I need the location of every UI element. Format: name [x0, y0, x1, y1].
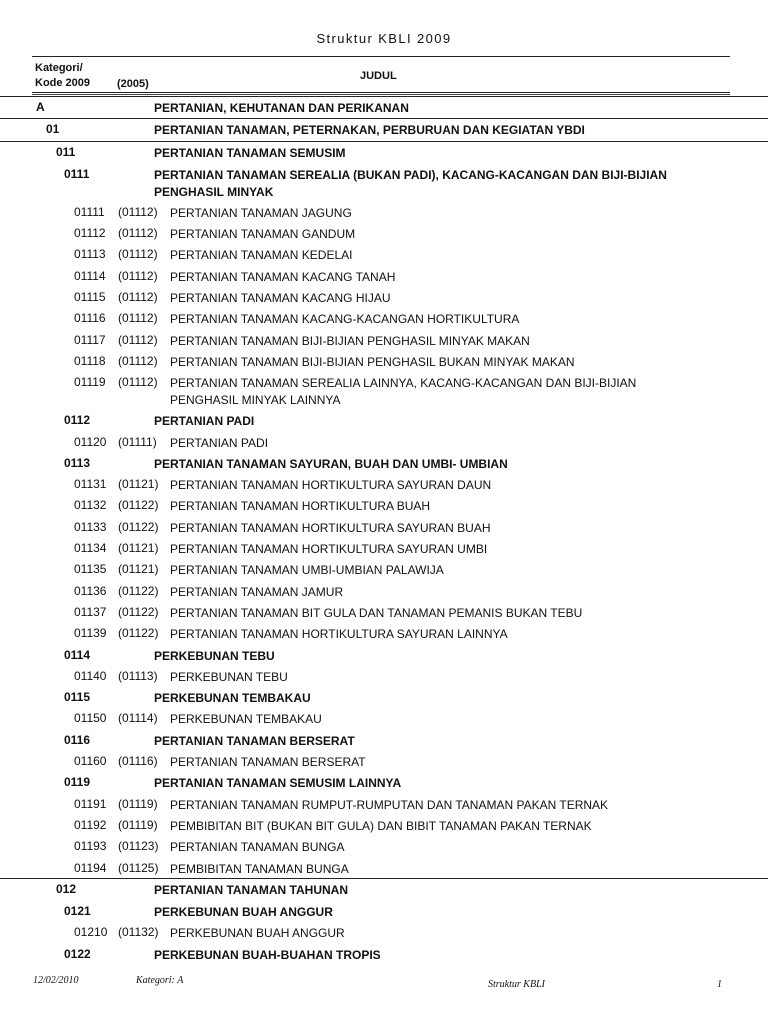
row-code: 01160	[74, 754, 107, 769]
row-code-2005: (01116)	[118, 754, 158, 769]
column-header-kategori-line2: Kode 2009	[35, 77, 91, 89]
table-row-kelompok	[0, 494, 768, 515]
table-row-kelompok	[0, 814, 768, 835]
row-code-2005: (01112)	[118, 268, 158, 283]
row-code-2005: (01114)	[118, 711, 158, 726]
row-code: 01117	[74, 332, 106, 347]
table-row-kelompok	[0, 307, 768, 328]
row-title: PERTANIAN TANAMAN SEMUSIM LAINNYA	[154, 776, 402, 791]
table-row-kelompok	[0, 580, 768, 601]
row-code-2005: (01112)	[118, 290, 158, 305]
row-title: PERTANIAN TANAMAN BIT GULA DAN TANAMAN PEMANIS BUKAN TEBU	[170, 605, 583, 620]
row-code: 0113	[64, 455, 91, 470]
row-title: PERTANIAN TANAMAN BUNGA	[170, 840, 345, 855]
row-code: 01137	[74, 604, 107, 619]
row-title: PERKEBUNAN BUAH ANGGUR	[170, 926, 345, 941]
row-code: 01111	[74, 204, 105, 219]
table-row-sub-golongan	[0, 163, 768, 201]
table-row-kelompok	[0, 371, 768, 409]
row-title: PERTANIAN TANAMAN RUMPUT-RUMPUTAN DAN TANAMAN PAKAN TERNAK	[170, 797, 609, 812]
row-title: PERTANIAN TANAMAN BIJI-BIJIAN PENGHASIL MINYAK MAKAN	[170, 333, 530, 348]
row-code-2005: (01112)	[118, 247, 158, 262]
row-title: PERTANIAN TANAMAN HORTIKULTURA BUAH	[170, 499, 431, 514]
header-bottom-rule	[32, 92, 730, 93]
row-title: PERTANIAN PADI	[170, 435, 269, 450]
row-title: PERTANIAN TANAMAN JAGUNG	[170, 205, 352, 220]
footer-kategori: Kategori: A	[136, 975, 184, 986]
row-code: 01113	[74, 247, 106, 262]
row-title: PERTANIAN TANAMAN GANDUM	[170, 227, 356, 242]
column-header-2005: (2005)	[117, 78, 149, 90]
row-code-2005: (01112)	[118, 353, 158, 368]
table-row-kelompok	[0, 750, 768, 771]
row-code: 01133	[74, 519, 107, 534]
row-code: 01134	[74, 541, 107, 556]
table-row-sub-golongan	[0, 452, 768, 473]
row-title: PERTANIAN TANAMAN UMBI-UMBIAN PALAWIJA	[170, 563, 444, 578]
row-code-2005: (01112)	[118, 375, 158, 390]
table-row-kelompok	[0, 431, 768, 452]
row-title: PERTANIAN PADI	[154, 414, 255, 429]
row-title: PERTANIAN TANAMAN BERSERAT	[154, 733, 355, 748]
row-title: PERTANIAN TANAMAN KACANG-KACANGAN HORTIKULTURA	[170, 312, 520, 327]
row-title: PERKEBUNAN BUAH ANGGUR	[154, 905, 333, 920]
row-code: 01114	[74, 268, 106, 283]
row-title: PERTANIAN TANAMAN KEDELAI	[170, 248, 353, 263]
table-row-golongan	[0, 878, 768, 900]
row-code: 01112	[74, 226, 106, 241]
row-code: 01136	[74, 583, 107, 598]
row-code: 0115	[64, 690, 91, 705]
row-title: PERTANIAN TANAMAN, PETERNAKAN, PERBURUAN DAN KEGIATAN YBDI	[154, 123, 585, 138]
row-code-2005: (01113)	[118, 668, 158, 683]
row-code: 01150	[74, 711, 107, 726]
row-code-2005: (01132)	[118, 925, 159, 940]
table-row-kelompok	[0, 265, 768, 286]
row-title: PERTANIAN TANAMAN BIJI-BIJIAN PENGHASIL BUKAN MINYAK MAKAN	[170, 354, 575, 369]
table-row-kelompok	[0, 558, 768, 579]
table-row-kelompok	[0, 350, 768, 371]
table-row-golongan	[0, 141, 768, 163]
row-title: PERTANIAN TANAMAN TAHUNAN	[154, 882, 348, 897]
row-title: PERKEBUNAN TEMBAKAU	[154, 691, 311, 706]
row-code-2005: (01121)	[118, 562, 159, 577]
row-code: 0114	[64, 647, 91, 662]
header-top-rule	[32, 56, 730, 57]
row-title: PERTANIAN TANAMAN HORTIKULTURA SAYURAN BUAH	[170, 520, 491, 535]
row-title: PERTANIAN TANAMAN HORTIKULTURA SAYURAN LAINNYA	[170, 627, 508, 642]
row-code-2005: (01122)	[118, 583, 159, 598]
row-code: 01210	[74, 925, 108, 940]
table-row-kelompok	[0, 793, 768, 814]
row-title: PERTANIAN TANAMAN KACANG HIJAU	[170, 291, 391, 306]
row-title: PERKEBUNAN TEMBAKAU	[170, 712, 322, 727]
row-code: 0122	[64, 946, 91, 961]
row-code: 0119	[64, 775, 91, 790]
row-code: 01191	[74, 796, 107, 811]
row-code: 01115	[74, 290, 106, 305]
row-title: PEMBIBITAN BIT (BUKAN BIT GULA) DAN BIBIT TANAMAN PAKAN TERNAK	[170, 818, 592, 833]
row-code: 01120	[74, 434, 107, 449]
row-code-2005: (01119)	[118, 796, 158, 811]
table-row-kelompok	[0, 201, 768, 222]
table-row-kelompok	[0, 222, 768, 243]
table-row-sub-golongan	[0, 900, 768, 921]
row-code: 0121	[64, 904, 91, 919]
table-row-kelompok	[0, 243, 768, 264]
table-row-sub-golongan	[0, 409, 768, 430]
column-header-kategori	[35, 61, 90, 91]
row-title: PERTANIAN TANAMAN SEMUSIM	[154, 145, 346, 160]
table-row-kelompok	[0, 601, 768, 622]
kbli-table-body	[0, 96, 768, 964]
row-code: A	[36, 100, 45, 114]
row-code-2005: (01112)	[118, 204, 158, 219]
row-code-2005: (01121)	[118, 541, 159, 556]
row-code-2005: (01112)	[118, 311, 158, 326]
row-code-2005: (01112)	[118, 332, 158, 347]
table-row-kelompok	[0, 921, 768, 942]
row-title: PERTANIAN TANAMAN SEREALIA LAINNYA, KACANG-KACANGAN DAN BIJI-BIJIAN PENGHASIL MINYAK LAINNYA	[170, 376, 637, 408]
table-row-kelompok	[0, 857, 768, 878]
row-code: 011	[56, 144, 76, 159]
table-row-kelompok	[0, 622, 768, 643]
row-code-2005: (01122)	[118, 626, 159, 641]
row-code: 0116	[64, 732, 91, 747]
footer-date: 12/02/2010	[33, 975, 79, 986]
row-code: 01192	[74, 817, 107, 832]
row-code: 01135	[74, 562, 107, 577]
row-code-2005: (01112)	[118, 226, 158, 241]
row-title: PERKEBUNAN BUAH-BUAHAN TROPIS	[154, 947, 381, 962]
table-row-kelompok	[0, 665, 768, 686]
row-code-2005: (01111)	[118, 434, 157, 449]
row-code: 01139	[74, 626, 107, 641]
row-code: 01132	[74, 498, 107, 513]
table-row-kategori	[0, 96, 768, 118]
row-title: PERTANIAN TANAMAN HORTIKULTURA SAYURAN UMBI	[170, 542, 488, 557]
row-title: PERTANIAN TANAMAN SEREALIA (BUKAN PADI), KACANG-KACANGAN DAN BIJI-BIJIAN PENGHASIL MINYAK	[154, 167, 667, 199]
row-title: PERTANIAN TANAMAN KACANG TANAH	[170, 269, 396, 284]
row-code: 012	[56, 881, 77, 896]
row-title: PERTANIAN, KEHUTANAN DAN PERIKANAN	[154, 101, 409, 115]
table-row-sub-golongan	[0, 943, 768, 964]
row-title: PEMBIBITAN TANAMAN BUNGA	[170, 861, 349, 876]
page-title: Struktur KBLI 2009	[316, 31, 452, 46]
table-row-kelompok	[0, 835, 768, 856]
row-title: PERTANIAN TANAMAN SAYURAN, BUAH DAN UMBI- UMBIAN	[154, 456, 508, 471]
row-code: 01118	[74, 353, 106, 368]
row-title: PERTANIAN TANAMAN JAMUR	[170, 584, 344, 599]
table-row-sub-golongan	[0, 729, 768, 750]
table-row-sub-golongan	[0, 644, 768, 665]
column-header-kategori-line1: Kategori/	[35, 62, 83, 74]
table-row-kelompok	[0, 707, 768, 728]
footer-doc-title: Struktur KBLI	[488, 979, 545, 990]
table-row-kelompok	[0, 473, 768, 494]
row-code: 01119	[74, 375, 106, 390]
row-code: 01131	[74, 477, 107, 492]
row-code: 0112	[64, 413, 91, 428]
table-row-kelompok	[0, 329, 768, 350]
row-code: 01194	[74, 860, 107, 875]
row-code: 01140	[74, 668, 107, 683]
table-row-sub-golongan	[0, 771, 768, 792]
row-title: PERKEBUNAN TEBU	[170, 669, 288, 684]
header-bottom-rule-double	[32, 94, 730, 95]
row-title: PERTANIAN TANAMAN HORTIKULTURA SAYURAN DAUN	[170, 478, 492, 493]
row-code-2005: (01121)	[118, 477, 159, 492]
footer-page-number: 1	[717, 979, 722, 990]
column-header-judul: JUDUL	[360, 70, 397, 82]
table-row-kelompok	[0, 286, 768, 307]
row-code: 0111	[64, 166, 90, 181]
row-code: 01	[46, 122, 60, 137]
row-code-2005: (01119)	[118, 817, 158, 832]
row-code: 01116	[74, 311, 106, 326]
table-row-kelompok	[0, 516, 768, 537]
row-code-2005: (01125)	[118, 860, 159, 875]
row-title: PERTANIAN TANAMAN BERSERAT	[170, 755, 366, 770]
table-row-golongan-pokok	[0, 118, 768, 140]
row-code-2005: (01122)	[118, 604, 159, 619]
table-row-sub-golongan	[0, 686, 768, 707]
row-code-2005: (01123)	[118, 839, 159, 854]
row-code: 01193	[74, 839, 107, 854]
row-code-2005: (01122)	[118, 519, 159, 534]
row-code-2005: (01122)	[118, 498, 159, 513]
row-title: PERKEBUNAN TEBU	[154, 648, 275, 663]
table-row-kelompok	[0, 537, 768, 558]
